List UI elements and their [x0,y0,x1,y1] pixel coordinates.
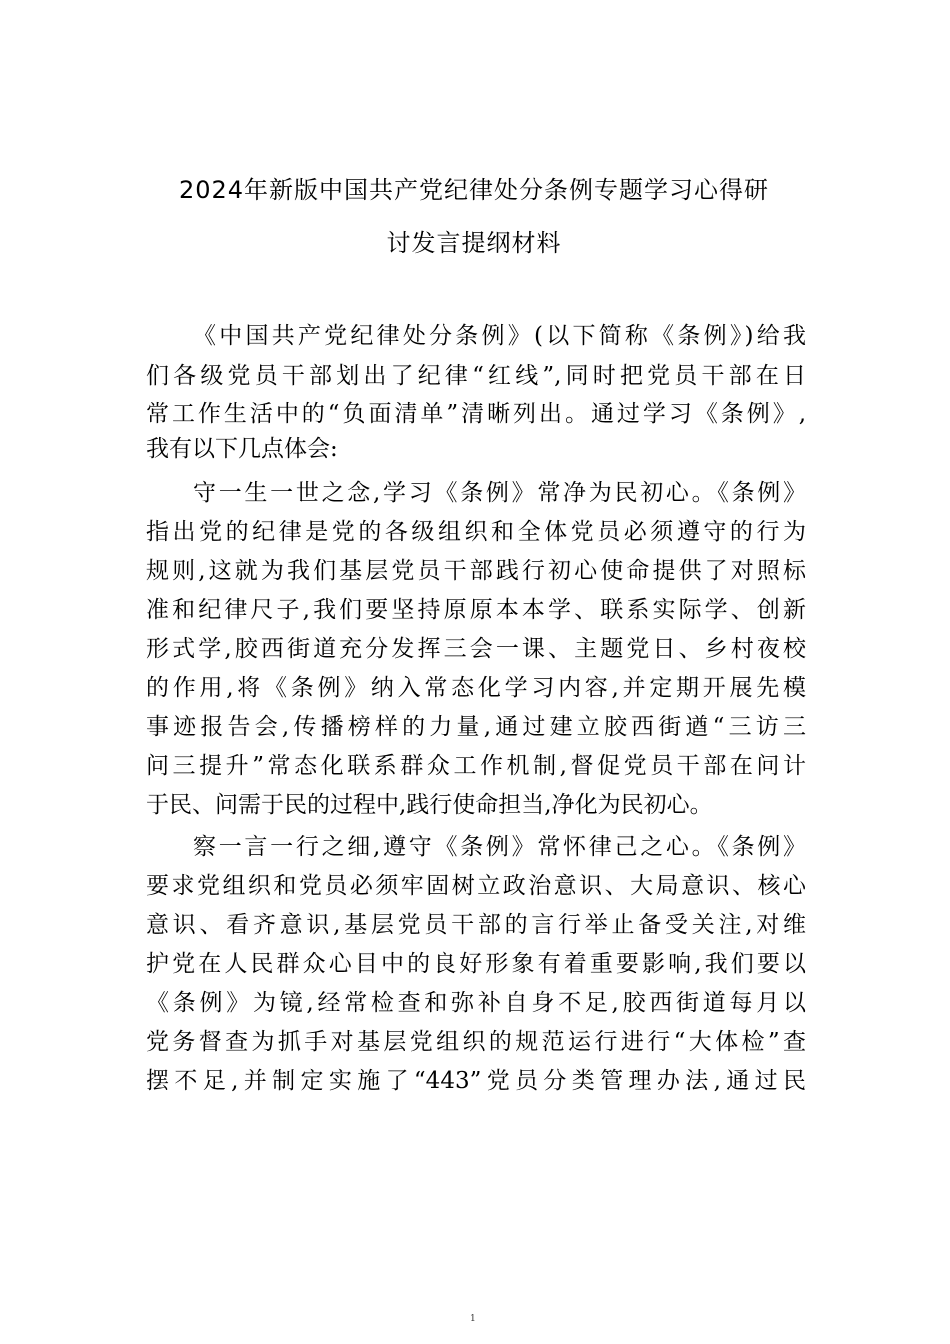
paragraph-2-line-4: 准和纪律尺子,我们要坚持原原本本学、联系实际学、创新 [146,597,806,623]
paragraph-1-line-2: 们各级党员干部划出了纪律“红线”,同时把党员干部在日 [146,363,806,389]
paragraph-2-line-3: 规则,这就为我们基层党员干部践行初心使命提供了对照标 [146,558,806,584]
paragraph-2-line-7: 事迹报告会,传播榜样的力量,通过建立胶西街遒“三访三 [146,714,806,740]
paragraph-1-line-1: 《中国共产党纪律处分条例》(以下简称《条例》)给我 [193,323,806,349]
document-title-line1: 2024年新版中国共产党纪律处分条例专题学习心得研 [178,176,770,204]
paragraph-1-line-3: 常工作生活中的“负面清单”清晰列出。通过学习《条例》, [146,401,806,427]
document-title-line2: 讨发言提纲材料 [386,229,562,257]
paragraph-2-line-1: 守一生一世之念,学习《条例》常净为民初心。《条例》 [193,480,806,506]
paragraph-3-line-5: 《条例》为镜,经常检查和弥补自身不足,胶西街道每月以 [146,990,806,1016]
paragraph-3-line-3: 意识、看齐意识,基层党员干部的言行举止备受关注,对维 [146,912,806,938]
paragraph-3-line-1: 察一言一行之细,遵守《条例》常怀律己之心。《条例》 [193,834,806,860]
paragraph-3-line-2: 要求党组织和党员必须牢固树立政治意识、大局意识、核心 [146,873,806,899]
page-number: 1 [470,1314,476,1324]
paragraph-2-line-5: 形式学,胶西街道充分发挥三会一课、主题党日、乡村夜校 [146,636,806,662]
paragraph-2-line-9: 于民、问需于民的过程中,践行使命担当,净化为民初心。 [146,792,713,818]
paragraph-2-line-8: 问三提升”常态化联系群众工作机制,督促党员干部在问计 [146,753,806,779]
paragraph-3-line-6: 党务督查为抓手对基层党组织的规范运行进行“大体检”查 [146,1029,806,1055]
paragraph-2-line-6: 的作用,将《条例》纳入常态化学习内容,并定期开展先模 [146,675,806,701]
paragraph-1-line-4: 我有以下几点体会: [146,436,338,462]
paragraph-2-line-2: 指出党的纪律是党的各级组织和全体党员必须遵守的行为 [146,519,806,545]
paragraph-3-line-7: 摆不足,并制定实施了“443”党员分类管理办法,通过民 [146,1068,806,1094]
paragraph-3-line-4: 护党在人民群众心目中的良好形象有着重要影响,我们要以 [146,951,806,977]
